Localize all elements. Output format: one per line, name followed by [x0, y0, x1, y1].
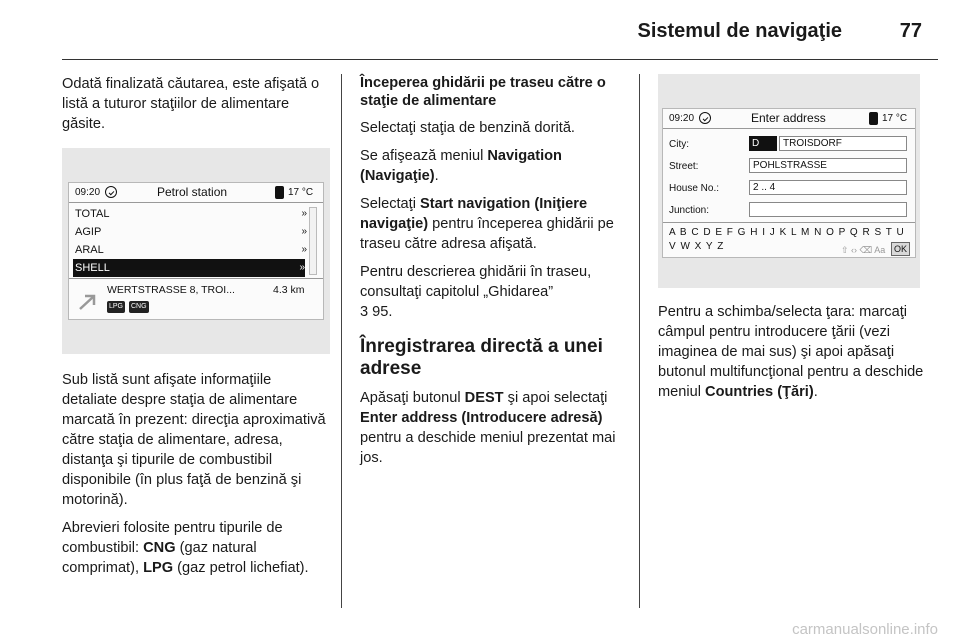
- thermometer-icon: [869, 112, 878, 125]
- menu-name: Navigation (Navigaţie): [360, 148, 562, 184]
- start-suffix: pentru începerea ghidării pe traseu către adresa afişată.: [360, 216, 614, 252]
- petrol-station-screen: [68, 182, 324, 320]
- start-guidance-heading: Începerea ghidării pe traseu către o staţie de alimentare: [360, 75, 606, 109]
- edit-keys[interactable]: ⇧ ‹› ⌫ Aa: [841, 245, 886, 255]
- street-label: Street:: [669, 161, 699, 172]
- clock-icon: [699, 112, 711, 124]
- station-label: AGIP: [75, 226, 102, 238]
- abbr-cng-desc: (gaz natural comprimat),: [62, 540, 257, 576]
- station-address: WERTSTRASSE 8, TROI...: [107, 284, 235, 296]
- screen-title: Petrol station: [157, 185, 228, 199]
- street-field[interactable]: POHLSTRASSE: [749, 158, 907, 173]
- guide-ref: 3 95.: [360, 304, 393, 320]
- divider: [69, 278, 323, 279]
- chevron-right-icon: »: [299, 262, 305, 273]
- select-station-paragraph: Selectaţi staţia de benzină dorită.: [360, 120, 575, 136]
- country-field[interactable]: D: [749, 136, 777, 151]
- dest-paragraph: [360, 388, 622, 468]
- dest-suffix: pentru a deschide meniul prezentat mai jos.: [360, 430, 616, 466]
- chevron-right-icon: »: [301, 226, 307, 237]
- section-title: Înregistrarea directă a unei adrese: [360, 336, 603, 379]
- clock-icon: [105, 186, 117, 198]
- page-number: 77: [899, 20, 922, 42]
- junction-label: Junction:: [669, 205, 710, 216]
- city-label: City:: [669, 139, 689, 150]
- house-label: House No.:: [669, 183, 720, 194]
- country-suffix: .: [813, 384, 818, 400]
- abbr-prefix: Abrevieri folosite pentru tipurile de combustibil:: [62, 520, 283, 556]
- column-divider-2: [639, 74, 640, 608]
- screen-status-bar: [69, 183, 323, 203]
- lpg-badge: LPG: [107, 301, 125, 313]
- abbr-cng: CNG: [143, 540, 176, 556]
- cng-badge: CNG: [129, 301, 149, 313]
- page-title: Sistemul de navigaţie: [637, 20, 842, 42]
- column-1: [62, 74, 330, 586]
- abbreviations-paragraph: [62, 518, 330, 578]
- city-field[interactable]: TROISDORF: [779, 136, 907, 151]
- station-row-aral[interactable]: [75, 241, 307, 259]
- start-name: Start navigation (Iniţiere navigaţie): [360, 196, 588, 232]
- dest-menu: Enter address (Introducere adresă): [360, 410, 603, 426]
- dest-mid: şi apoi selectaţi: [503, 390, 608, 406]
- petrol-station-screenshot: [62, 148, 330, 354]
- page-header: [0, 0, 960, 62]
- menu-suffix: .: [434, 168, 439, 184]
- station-label: TOTAL: [75, 208, 110, 220]
- column-divider-1: [341, 74, 342, 608]
- dest-name: DEST: [464, 390, 504, 406]
- list-scrollbar[interactable]: [309, 207, 317, 275]
- guidance-reference-paragraph: [360, 262, 622, 322]
- screen-temperature: 17 °C: [288, 187, 314, 198]
- north-east-arrow-icon: [77, 293, 99, 311]
- watermark: carmanualsonline.info: [792, 621, 938, 638]
- dest-prefix: Apăsaţi butonul: [360, 390, 465, 406]
- enter-address-screen: [662, 108, 916, 258]
- house-field[interactable]: 2 .. 4: [749, 180, 907, 195]
- alphabet-keyboard[interactable]: A B C D E F G H I J K L M N O P Q R S T U V W X Y Z: [669, 227, 905, 252]
- thermometer-icon: [275, 186, 284, 199]
- station-distance: 4.3 km: [273, 284, 305, 296]
- guide-text: Pentru descrierea ghidării în traseu, consultaţi capitolul „Ghidarea”: [360, 264, 592, 300]
- abbr-lpg: LPG: [143, 560, 174, 576]
- screen-title: Enter address: [751, 111, 826, 125]
- station-label: SHELL: [75, 262, 110, 274]
- divider: [663, 222, 915, 223]
- screen-status-bar: [663, 109, 915, 129]
- chevron-right-icon: »: [301, 244, 307, 255]
- menu-paragraph: [360, 146, 622, 186]
- start-prefix: Selectaţi: [360, 196, 421, 212]
- header-rule: [62, 59, 938, 60]
- country-menu: Countries (Ţări): [705, 384, 814, 400]
- station-label: ARAL: [75, 244, 104, 256]
- station-row-total[interactable]: [75, 205, 307, 223]
- start-navigation-paragraph: [360, 194, 622, 254]
- screen-time: 09:20: [75, 187, 101, 198]
- menu-prefix: Se afişează meniul: [360, 148, 488, 164]
- abbr-lpg-desc: (gaz petrol lichefiat).: [173, 560, 309, 576]
- screen-time: 09:20: [669, 113, 695, 124]
- station-row-shell-selected[interactable]: [73, 259, 305, 277]
- station-row-agip[interactable]: [75, 223, 307, 241]
- junction-field[interactable]: [749, 202, 907, 217]
- country-prefix: Pentru a schimba/selecta ţara: marcaţi câmpul pentru introducere ţării (vezi imaginea de mai sus) şi apoi apăsaţi butonul multifuncţional pentru a deschide meniul: [658, 304, 924, 400]
- ok-button[interactable]: OK: [891, 242, 910, 256]
- intro-paragraph: Odată finalizată căutarea, este afişată o listă a tuturor staţiilor de alimentare găsite.: [62, 76, 320, 132]
- column-3: [658, 74, 938, 410]
- country-paragraph: [658, 302, 938, 402]
- chevron-right-icon: »: [301, 208, 307, 219]
- column-2: [360, 74, 622, 476]
- details-paragraph: Sub listă sunt afişate informaţiile detaliate despre staţia de alimentare marcată în prezent: direcţia aproximativă către staţia de alimentare, adresa, distanţa şi tipurile de combustibil disponibile (în plus faţă de benzină şi motorină).: [62, 372, 326, 508]
- enter-address-screenshot: [658, 74, 920, 288]
- screen-temperature: 17 °C: [882, 113, 908, 124]
